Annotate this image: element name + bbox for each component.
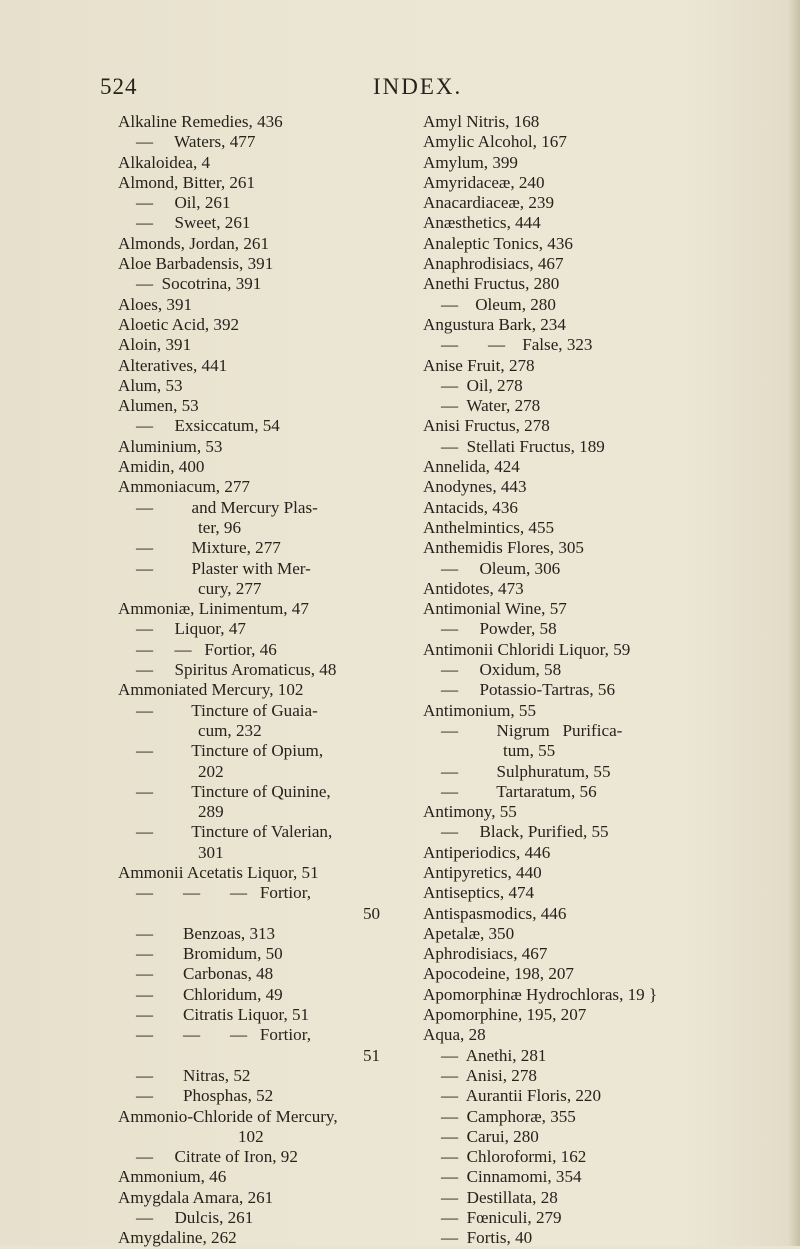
index-entry: Antiperiodics, 446: [423, 842, 551, 862]
index-entry: — Benzoas, 313: [136, 923, 276, 943]
index-entry: — Oleum, 306: [441, 558, 561, 578]
index-entry: Amidin, 400: [118, 457, 205, 477]
index-entry: — — Fortior, 46: [136, 639, 277, 659]
index-entry: ter, 96: [198, 517, 241, 537]
index-entry: — Black, Purified, 55: [441, 822, 609, 842]
index-entry: Antimonii Chloridi Liquor, 59: [423, 639, 631, 659]
index-entry: — Citrate of Iron, 92: [136, 1147, 298, 1167]
index-entry: 289: [198, 802, 224, 822]
index-entry: Angustura Bark, 234: [423, 314, 566, 334]
index-entry: Antimonium, 55: [423, 700, 537, 720]
index-entry: — and Mercury Plas-: [136, 497, 318, 517]
index-entry: Ammoniæ, Linimentum, 47: [118, 599, 309, 619]
index-entry: Alkaloidea, 4: [118, 152, 211, 172]
index-entry: Antidotes, 473: [423, 578, 524, 598]
page-header: [0, 74, 800, 104]
index-entry: — Sweet, 261: [136, 213, 251, 233]
index-entry: Annelida, 424: [423, 457, 520, 477]
index-entry: — Tartaratum, 56: [441, 781, 597, 801]
index-entry: Aqua, 28: [423, 1025, 486, 1045]
index-entry: Anodynes, 443: [423, 477, 527, 497]
index-entry: 202: [198, 761, 224, 781]
index-entry: — Camphoræ, 355: [441, 1106, 576, 1126]
index-entry: — Tincture of Guaia-: [136, 700, 318, 720]
index-entry: Alum, 53: [118, 375, 183, 395]
index-entry: — Spiritus Aromaticus, 48: [136, 660, 337, 680]
index-entry: — Oil, 278: [441, 375, 523, 395]
index-entry: — — False, 323: [441, 335, 593, 355]
index-entry: — Potassio-Tartras, 56: [441, 680, 615, 700]
index-entry: — Carbonas, 48: [136, 964, 274, 984]
index-entry: 102: [238, 1126, 264, 1146]
index-entry: — Waters, 477: [136, 132, 256, 152]
index-entry: Aloe Barbadensis, 391: [118, 254, 274, 274]
index-entry: — Exsiccatum, 54: [136, 416, 280, 436]
index-entry: Ammoniacum, 277: [118, 477, 250, 497]
running-title: INDEX.: [373, 74, 463, 99]
index-entry: — Water, 278: [441, 396, 541, 416]
index-entry: — Nigrum Purifica-: [441, 720, 623, 740]
index-entry: tum, 55: [503, 741, 556, 761]
index-entry: Alkaline Remedies, 436: [118, 112, 283, 131]
index-entry: Ammoniated Mercury, 102: [118, 680, 304, 700]
index-column-left: [118, 112, 400, 1249]
index-entry: Apocodeine, 198, 207: [423, 964, 574, 984]
index-entry: Almonds, Jordan, 261: [118, 233, 269, 253]
index-entry: — Mixture, 277: [136, 538, 281, 558]
index-entry: — Tincture of Quinine,: [136, 781, 331, 801]
index-entry: — Bromidum, 50: [136, 944, 283, 964]
index-entry: — Fœniculi, 279: [441, 1208, 562, 1228]
index-entry: Anise Fruit, 278: [423, 355, 535, 375]
index-entry: Antacids, 436: [423, 497, 518, 517]
index-entry: Aloetic Acid, 392: [118, 314, 240, 334]
index-entry: Ammonium, 46: [118, 1167, 227, 1187]
index-entry: Aluminium, 53: [118, 436, 223, 456]
index-entry: 50: [363, 903, 381, 923]
index-entry: Almond, Bitter, 261: [118, 172, 256, 192]
index-entry: Anthemidis Flores, 305: [423, 538, 584, 558]
index-entry: 301: [198, 842, 224, 862]
index-entry: Anacardiaceæ, 239: [423, 193, 554, 213]
index-entry: Antimony, 55: [423, 802, 517, 822]
index-entry: — Anisi, 278: [441, 1065, 537, 1085]
index-entry: — Aurantii Floris, 220: [441, 1086, 602, 1106]
index-entry: — — — Fortior,: [136, 883, 312, 903]
index-entry: Anethi Fructus, 280: [423, 274, 560, 294]
index-entry: Anaphrodisiacs, 467: [423, 254, 564, 274]
index-entry: Amygdala Amara, 261: [118, 1187, 274, 1207]
index-entry: — — — Fortior,: [136, 1025, 312, 1045]
index-entry: — Tincture of Valerian,: [136, 822, 333, 842]
index-entry: — Chloroformi, 162: [441, 1147, 587, 1167]
index-entry: — Citratis Liquor, 51: [136, 1005, 310, 1025]
index-entry: Antispasmodics, 446: [423, 903, 567, 923]
index-entry: Apomorphinæ Hydrochloras, 19 }: [423, 984, 658, 1004]
index-entry: Anæsthetics, 444: [423, 213, 541, 233]
index-entry: Antiseptics, 474: [423, 883, 535, 903]
index-entry: Antipyretics, 440: [423, 862, 542, 882]
index-entry: Antimonial Wine, 57: [423, 599, 567, 619]
index-entry: Analeptic Tonics, 436: [423, 233, 573, 253]
index-column-right: [423, 112, 793, 1249]
index-entry: — Nitras, 52: [136, 1065, 251, 1085]
index-entry: — Oleum, 280: [441, 294, 556, 314]
index-entry: Apomorphine, 195, 207: [423, 1005, 587, 1025]
index-entry: Ammonio-Chloride of Mercury,: [118, 1106, 338, 1126]
index-entry: — Dulcis, 261: [136, 1208, 254, 1228]
index-entry: — Fortis, 40: [441, 1228, 533, 1248]
index-entry: Alteratives, 441: [118, 355, 228, 375]
index-entry: Aloes, 391: [118, 294, 193, 314]
index-entry: Anisi Fructus, 278: [423, 416, 550, 436]
index-entry: — Carui, 280: [441, 1126, 539, 1146]
index-entry: — Stellati Fructus, 189: [441, 436, 605, 456]
index-entry: — Cinnamomi, 354: [441, 1167, 582, 1187]
index-entry: — Chloridum, 49: [136, 984, 283, 1004]
index-entry: — Socotrina, 391: [136, 274, 262, 294]
index-entry: Aloin, 391: [118, 335, 192, 355]
index-entry: Amylic Alcohol, 167: [423, 132, 567, 152]
index-entry: Anthelmintics, 455: [423, 517, 555, 537]
index-entry: Amylum, 399: [423, 152, 518, 172]
index-entry: — Destillata, 28: [441, 1187, 558, 1207]
index-entry: cury, 277: [198, 578, 262, 598]
index-entry: — Liquor, 47: [136, 619, 246, 639]
index-entry: Alumen, 53: [118, 396, 199, 416]
index-entry: — Sulphuratum, 55: [441, 761, 611, 781]
index-entry: Amygdaline, 262: [118, 1228, 237, 1248]
index-entry: — Phosphas, 52: [136, 1086, 274, 1106]
index-entry: — Oxidum, 58: [441, 660, 562, 680]
index-entry: — Anethi, 281: [441, 1045, 547, 1065]
index-entry: — Tincture of Opium,: [136, 741, 324, 761]
page-number: 524: [100, 74, 138, 99]
index-entry: Apetalæ, 350: [423, 923, 515, 943]
index-entry: Aphrodisiacs, 467: [423, 944, 548, 964]
index-entry: — Oil, 261: [136, 193, 231, 213]
index-entry: Ammonii Acetatis Liquor, 51: [118, 862, 319, 882]
index-entry: — Plaster with Mer-: [136, 558, 311, 578]
index-entry: cum, 232: [198, 720, 262, 740]
index-entry: Amyridaceæ, 240: [423, 172, 545, 192]
index-entry: 51: [363, 1045, 381, 1065]
index-entry: — Powder, 58: [441, 619, 557, 639]
index-entry: Amyl Nitris, 168: [423, 112, 540, 131]
